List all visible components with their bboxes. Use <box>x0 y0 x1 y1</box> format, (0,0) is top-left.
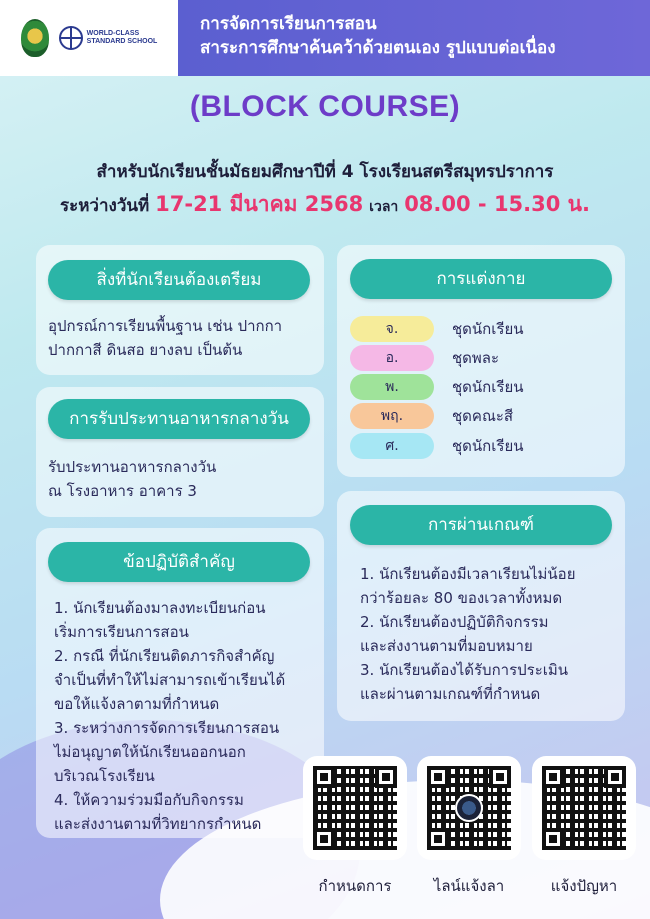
criteria-line: 1. นักเรียนต้องมีเวลาเรียนไม่น้อย <box>360 565 576 583</box>
rules-text <box>54 596 285 836</box>
outfit-label: ชุดพละ <box>452 349 500 367</box>
criteria-title: การผ่านเกณฑ์ <box>350 505 612 545</box>
qr-label-schedule: กำหนดการ <box>318 877 392 895</box>
header-title-line1: การจัดการเรียนการสอน <box>200 14 377 34</box>
prepare-line2: ปากกาสี ดินสอ ยางลบ เป็นต้น <box>48 341 243 359</box>
outfit-label: ชุดนักเรียน <box>452 378 524 396</box>
lunch-title: การรับประทานอาหารกลางวัน <box>48 399 310 439</box>
rules-title: ข้อปฏิบัติสำคัญ <box>48 542 310 582</box>
prepare-text <box>48 314 282 362</box>
schedule-prefix: ระหว่างวันที่ <box>59 196 150 216</box>
qr-code-icon <box>427 766 511 850</box>
qr-code-line-leave[interactable] <box>417 756 521 860</box>
rules-line: ขอให้แจ้งลาตามที่กำหนด <box>54 695 220 713</box>
logo-area <box>0 0 178 76</box>
criteria-line: 2. นักเรียนต้องปฏิบัติกิจกรรม <box>360 613 549 631</box>
prepare-line1: อุปกรณ์การเรียนพื้นฐาน เช่น ปากกา <box>48 317 283 335</box>
rules-line: 2. กรณี ที่นักเรียนติดภารกิจสำคัญ <box>54 647 275 665</box>
dress-row <box>350 374 523 400</box>
day-chip: อ. <box>350 345 434 371</box>
rules-line: เริ่มการเรียนการสอน <box>54 623 189 641</box>
header-title <box>178 0 650 76</box>
rules-line: และส่งงานตามที่วิทยากรกำหนด <box>54 815 262 833</box>
world-class-logo <box>59 26 158 50</box>
qr-label-report-problem: แจ้งปัญหา <box>550 877 618 895</box>
rules-line: ไม่อนุญาตให้นักเรียนออกนอก <box>54 743 246 761</box>
schedule-line <box>0 188 650 221</box>
logo-text-line2: STANDARD SCHOOL <box>86 38 158 45</box>
dress-row <box>350 316 523 342</box>
dress-row <box>350 433 523 459</box>
qr-code-schedule[interactable] <box>303 756 407 860</box>
rules-line: จำเป็นที่ทำให้ไม่สามารถเข้าเรียนได้ <box>54 671 286 689</box>
rules-line: 4. ให้ความร่วมมือกับกิจกรรม <box>54 791 244 809</box>
criteria-line: และส่งงานตามที่มอบหมาย <box>360 637 533 655</box>
outfit-label: ชุดนักเรียน <box>452 437 524 455</box>
rules-line: 3. ระหว่างการจัดการเรียนการสอน <box>54 719 280 737</box>
prepare-title: สิ่งที่นักเรียนต้องเตรียม <box>48 260 310 300</box>
lunch-text <box>48 455 216 503</box>
header <box>0 0 650 76</box>
day-chip: พ. <box>350 374 434 400</box>
day-chip: พฤ. <box>350 403 434 429</box>
outfit-label: ชุดนักเรียน <box>452 320 524 338</box>
lunch-line2: ณ โรงอาหาร อาคาร 3 <box>48 482 197 500</box>
schedule-time: 08.00 - 15.30 น. <box>404 192 591 216</box>
rules-line: 1. นักเรียนต้องมาลงทะเบียนก่อน <box>54 599 266 617</box>
outfit-label: ชุดคณะสี <box>452 407 514 425</box>
criteria-line: กว่าร้อยละ 80 ของเวลาทั้งหมด <box>360 589 563 607</box>
block-course-title: (BLOCK COURSE) <box>189 90 461 123</box>
dress-title: การแต่งกาย <box>350 259 612 299</box>
school-emblem-icon <box>21 19 49 57</box>
header-title-line2: สาระการศึกษาค้นคว้าด้วยตนเอง รูปแบบต่อเนื่อง <box>200 38 556 58</box>
day-chip: ศ. <box>350 433 434 459</box>
criteria-line: และผ่านตามเกณฑ์ที่กำหนด <box>360 685 541 703</box>
dress-row <box>350 345 499 371</box>
line-avatar-icon <box>455 794 483 822</box>
criteria-text <box>360 562 575 706</box>
lunch-line1: รับประทานอาหารกลางวัน <box>48 458 217 476</box>
qr-label-line-leave: ไลน์แจ้งลา <box>433 877 505 895</box>
criteria-line: 3. นักเรียนต้องได้รับการประเมิน <box>360 661 569 679</box>
schedule-dates: 17-21 มีนาคม 2568 <box>155 192 364 216</box>
dress-row <box>350 403 513 429</box>
logo-text-line1: WORLD-CLASS <box>86 30 140 37</box>
qr-code-report-problem[interactable] <box>532 756 636 860</box>
subtitle: สำหรับนักเรียนชั้นมัธยมศึกษาปีที่ 4 โรงเรียนสตรีสมุทรปราการ <box>96 162 554 182</box>
globe-icon <box>59 26 83 50</box>
qr-code-icon <box>542 766 626 850</box>
qr-code-icon <box>313 766 397 850</box>
day-chip: จ. <box>350 316 434 342</box>
rules-line: บริเวณโรงเรียน <box>54 767 155 785</box>
schedule-time-label: เวลา <box>369 199 399 215</box>
